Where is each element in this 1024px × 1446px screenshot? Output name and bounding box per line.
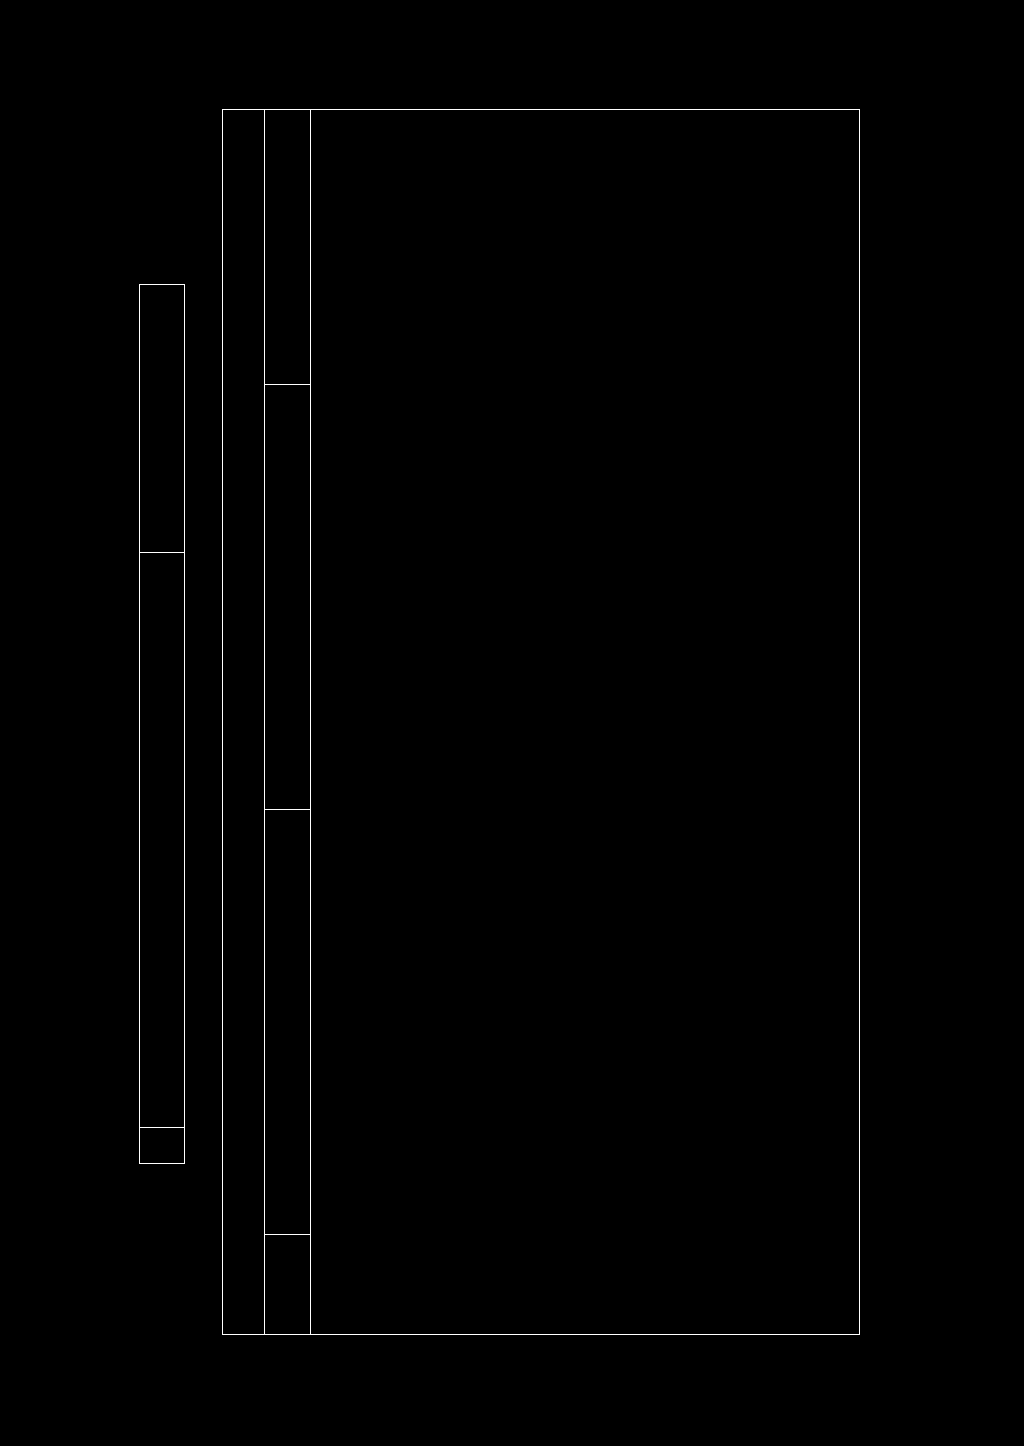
deposits-table (264, 109, 860, 1335)
table-title (222, 109, 264, 1335)
remarks-number (140, 1127, 184, 1163)
remarks-table (139, 284, 185, 1164)
remarks-description (140, 285, 184, 552)
table-header (265, 110, 311, 1334)
header-field (265, 809, 310, 1234)
header-aa (265, 1234, 310, 1334)
remarks-label (140, 552, 184, 1127)
header-explanation (265, 384, 310, 809)
header-values-table (265, 110, 310, 384)
